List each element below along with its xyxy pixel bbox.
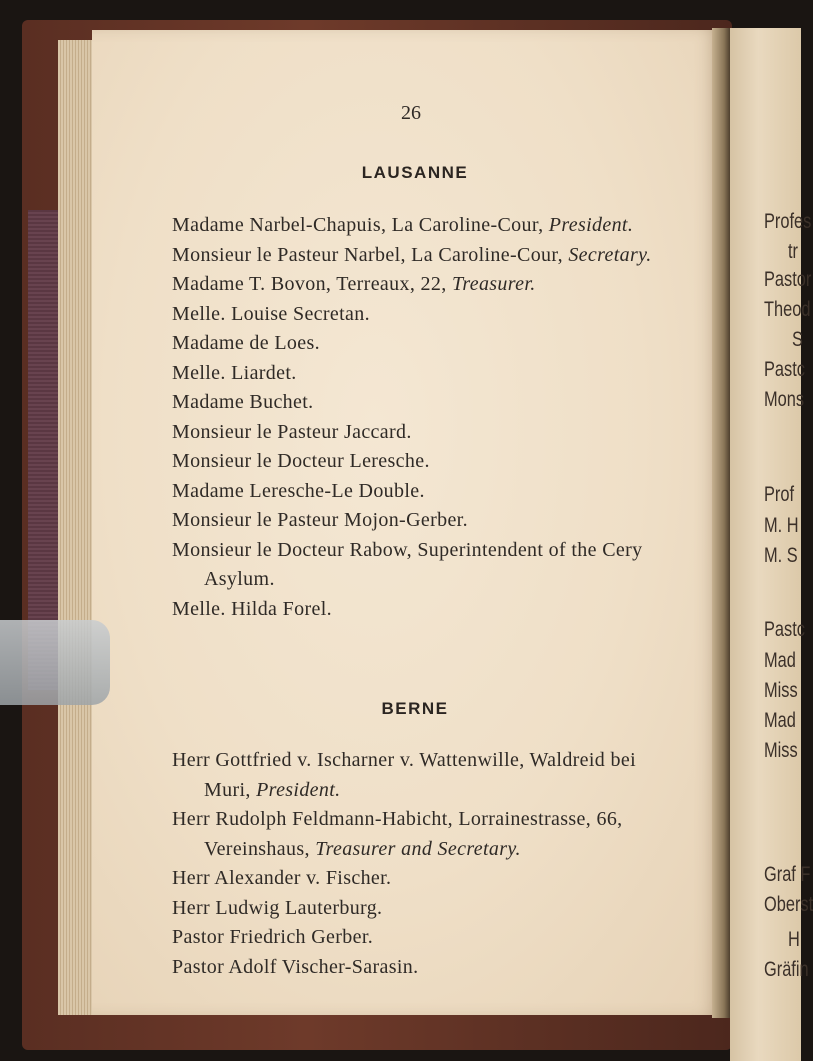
facing-page (730, 28, 813, 1061)
page-edges (58, 40, 94, 1015)
facing-page-fragment: Profes (764, 210, 812, 233)
paper-clip (0, 620, 110, 705)
facing-page-fragment: Mons (764, 388, 805, 411)
facing-page-fragment: Prof (764, 483, 795, 506)
facing-page-fragment: Gräfin (764, 958, 809, 981)
list-item: Madame Buchet. (172, 391, 314, 413)
list-item: Madame Leresche-Le Double. (172, 479, 425, 502)
section-heading-berne: BERNE (381, 699, 449, 718)
facing-page-fragment: Miss (764, 739, 798, 762)
book-gutter (712, 28, 732, 1018)
section-heading-lausanne: LAUSANNE (361, 163, 469, 182)
list-item: Madame Narbel-Chapuis, La Caroline-Cour, President. (172, 214, 634, 236)
facing-page-fragment: Miss (764, 679, 798, 702)
list-item: Monsieur le Pasteur Mojon-Gerber. (172, 509, 468, 531)
list-item: Madame de Loes. (172, 332, 320, 354)
facing-page-fragment: M. S (764, 544, 798, 567)
list-item: Herr Gottfried v. Ischarner v. Wattenwille, Waldreid bei Muri, President. (172, 749, 636, 801)
facing-page-fragment: tr (788, 240, 799, 263)
facing-page-fragment: Mad (764, 649, 796, 672)
list-item: Monsieur le Docteur Rabow, Superintendent of the Cery Asylum. (172, 538, 643, 590)
berne-entry-list (172, 746, 652, 982)
facing-page-fragment: Mad (764, 709, 796, 732)
list-item: Monsieur le Docteur Leresche. (172, 450, 430, 472)
list-item: Herr Rudolph Feldmann-Habicht, Lorrainestrasse, 66, Vereinshaus, Treasurer and Secretary. (172, 808, 623, 860)
facing-page-fragment: S (792, 328, 803, 351)
list-item: Herr Alexander v. Fischer. (172, 867, 392, 889)
page-number: 26 (401, 102, 421, 124)
facing-page-fragment: Pastor (764, 268, 812, 291)
lausanne-entry-list (172, 211, 652, 624)
book-page (92, 30, 720, 1015)
list-item: Pastor Friedrich Gerber. (172, 926, 374, 948)
facing-page-fragment: Theod (764, 298, 811, 321)
list-item: Melle. Hilda Forel. (172, 597, 332, 620)
facing-page-fragment: H (788, 928, 800, 951)
list-item: Herr Ludwig Lauterburg. (172, 896, 383, 919)
list-item: Monsieur le Pasteur Narbel, La Caroline-Cour, Secretary. (172, 243, 652, 266)
list-item: Monsieur le Pasteur Jaccard. (172, 420, 412, 443)
list-item: Pastor Adolf Vischer-Sarasin. (172, 955, 419, 978)
facing-page-fragment: Pastc (764, 618, 805, 641)
list-item: Melle. Liardet. (172, 361, 297, 384)
list-item: Melle. Louise Secretan. (172, 302, 370, 325)
facing-page-fragment: M. H (764, 514, 799, 537)
facing-page-fragment: Graf F (764, 863, 811, 886)
facing-page-fragment: Oberst (764, 893, 813, 916)
list-item: Madame T. Bovon, Terreaux, 22, Treasurer. (172, 273, 536, 295)
facing-page-fragment: Pastc (764, 358, 805, 381)
